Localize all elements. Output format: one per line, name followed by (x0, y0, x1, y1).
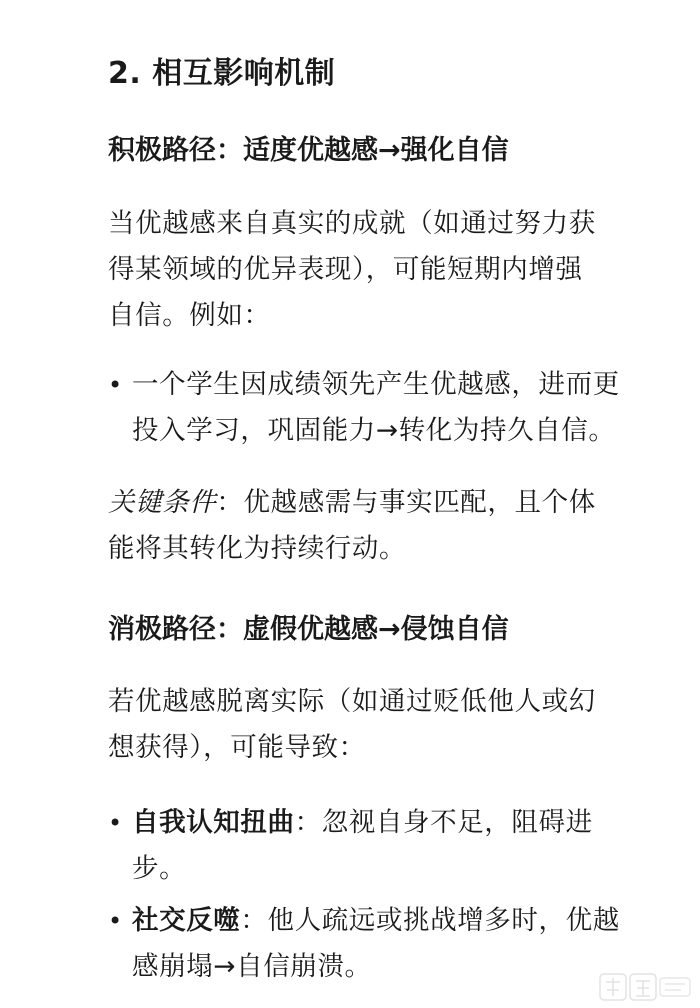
bullet-line-2: 步。 (132, 853, 187, 884)
section-heading: 2. 相互影响机制 (108, 56, 336, 91)
bullet-body (132, 800, 682, 892)
bullet-marker: • (108, 809, 123, 837)
key-condition-line-1 (108, 480, 673, 526)
bullet-text: ：他人疏远或挑战增多时，优越 (240, 905, 620, 936)
bullet-marker: • (108, 371, 123, 399)
paragraph-line: 得某领域的优异表现），可能短期内增强 (108, 254, 583, 285)
paragraph-line: 若优越感脱离实际（如通过贬低他人或幻 (108, 686, 596, 717)
positive-path-title: 积极路径：适度优越感→强化自信 (108, 135, 509, 166)
paragraph-line: 当优越感来自真实的成就（如通过努力获 (108, 208, 596, 239)
bullet-line: 投入学习，巩固能力→转化为持久自信。 (132, 415, 616, 446)
positive-path-paragraph (108, 201, 673, 339)
paragraph-line: 想获得），可能导致： (108, 732, 366, 763)
key-condition-paragraph (108, 480, 673, 572)
bullet-line: 一个学生因成绩领先产生优越感，进而更 (132, 369, 620, 400)
bullet-text: ：忽视自身不足，阻碍进 (294, 807, 593, 838)
bullet-line-1 (132, 800, 682, 846)
negative-path-title: 消极路径：虚假优越感→侵蚀自信 (108, 614, 509, 645)
key-condition-line-2: 能将其转化为持续行动。 (108, 533, 407, 564)
bullet-body (132, 362, 682, 454)
paragraph-line: 自信。例如： (108, 300, 271, 331)
negative-path-paragraph (108, 679, 673, 771)
bullet-line-2: 感崩塌→自信崩溃。 (132, 951, 372, 982)
bullet-term: 社交反噬 (132, 905, 241, 936)
bullet-line-1 (132, 898, 682, 944)
bullet-term: 自我认知扭曲 (132, 807, 295, 838)
list-item (108, 800, 678, 892)
site-watermark-logo (598, 970, 694, 1004)
list-item (108, 362, 678, 454)
key-condition-text: ：优越感需与事实匹配，且个体 (216, 487, 596, 518)
key-condition-label: 关键条件 (108, 487, 217, 518)
watermark-logo-icon (598, 970, 694, 1004)
bullet-marker: • (108, 907, 123, 935)
list-item (108, 898, 678, 990)
